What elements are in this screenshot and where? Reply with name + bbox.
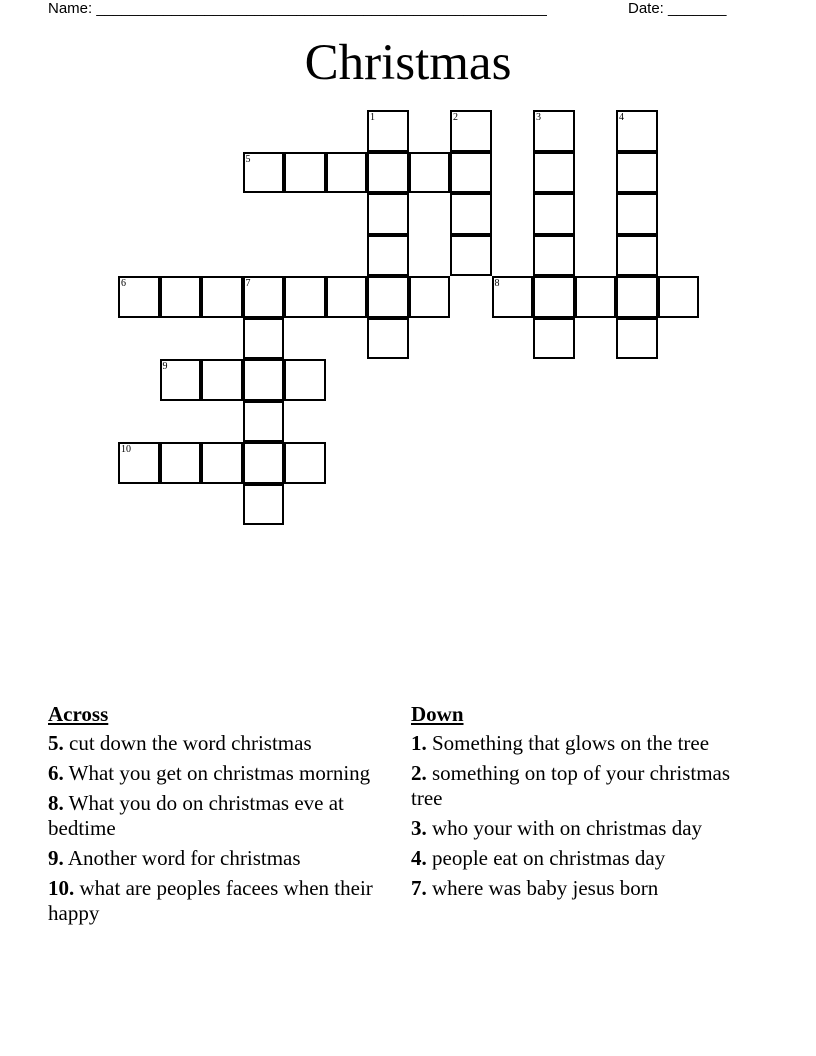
name-field-label: Name: ______________________________________________________ [48, 0, 547, 17]
date-field-label: Date: _______ [628, 0, 727, 17]
crossword-cell[interactable] [450, 152, 492, 194]
crossword-cell[interactable] [326, 152, 368, 194]
clue-text: Something that glows on the tree [426, 731, 710, 755]
crossword-cell[interactable] [492, 276, 534, 318]
clue-text: people eat on christmas day [426, 846, 666, 870]
crossword-cell[interactable] [284, 276, 326, 318]
clue-number: 9. [48, 846, 64, 870]
crossword-cell[interactable] [243, 484, 285, 526]
crossword-cell[interactable] [367, 235, 409, 277]
crossword-cell[interactable] [616, 318, 658, 360]
cell-number: 8 [494, 278, 500, 289]
crossword-cell[interactable] [118, 442, 160, 484]
clue-text: something on top of your christmas tree [411, 761, 731, 810]
crossword-cell[interactable] [616, 110, 658, 152]
crossword-cell[interactable] [201, 359, 243, 401]
across-clue [48, 791, 378, 841]
clue-text: Another word for christmas [63, 846, 301, 870]
crossword-cell[interactable] [533, 276, 575, 318]
crossword-cell[interactable] [160, 276, 202, 318]
crossword-cell[interactable] [367, 110, 409, 152]
crossword-cell[interactable] [243, 152, 285, 194]
crossword-cell[interactable] [284, 359, 326, 401]
crossword-cell[interactable] [533, 152, 575, 194]
clue-text: what are peoples facees when their happy [48, 876, 373, 925]
crossword-cell[interactable] [450, 193, 492, 235]
crossword-cell[interactable] [243, 401, 285, 443]
crossword-cell[interactable] [658, 276, 700, 318]
clue-number: 2. [411, 761, 427, 785]
crossword-cell[interactable] [284, 152, 326, 194]
clue-number: 1. [411, 731, 427, 755]
crossword-cell[interactable] [616, 193, 658, 235]
clue-number: 6. [48, 761, 64, 785]
page-title: Christmas [304, 35, 512, 91]
across-clue [48, 731, 378, 756]
down-clue [411, 761, 741, 811]
clue-text: What you do on christmas eve at bedtime [48, 791, 344, 840]
crossword-cell[interactable] [367, 318, 409, 360]
crossword-cell[interactable] [533, 235, 575, 277]
cell-number: 2 [453, 112, 458, 123]
crossword-cell[interactable] [201, 276, 243, 318]
crossword-cell[interactable] [284, 442, 326, 484]
crossword-cell[interactable] [367, 193, 409, 235]
cell-number: 6 [121, 278, 126, 289]
crossword-cell[interactable] [201, 442, 243, 484]
cell-number: 7 [245, 278, 251, 289]
cell-number: 5 [245, 153, 251, 165]
cell-number: 1 [370, 112, 375, 123]
across-clue [48, 846, 378, 871]
crossword-cell[interactable] [450, 235, 492, 277]
crossword-cell[interactable] [450, 110, 492, 152]
crossword-cell[interactable] [533, 193, 575, 235]
crossword-cell[interactable] [409, 152, 451, 194]
down-heading: Down [411, 702, 464, 726]
clue-number: 7. [411, 876, 427, 900]
clue-text: What you get on christmas morning [63, 761, 371, 785]
down-clues [411, 702, 741, 906]
crossword-cell[interactable] [243, 359, 285, 401]
cell-number: 3 [536, 112, 541, 123]
across-clues [48, 702, 378, 931]
crossword-cell[interactable] [243, 276, 285, 318]
clue-number: 5. [48, 731, 64, 755]
clue-number: 8. [48, 791, 64, 815]
down-clue [411, 846, 741, 871]
crossword-cell[interactable] [367, 276, 409, 318]
across-clue [48, 761, 378, 786]
crossword-cell[interactable] [367, 152, 409, 194]
cell-number: 9 [162, 361, 168, 372]
clue-number: 10. [48, 876, 75, 900]
clue-text: who your with on christmas day [426, 816, 703, 840]
crossword-cell[interactable] [616, 152, 658, 194]
clue-text: cut down the word christmas [63, 731, 312, 755]
down-clue [411, 876, 741, 901]
crossword-cell[interactable] [575, 276, 617, 318]
down-clue [411, 816, 741, 841]
crossword-cell[interactable] [118, 276, 160, 318]
crossword-cell[interactable] [409, 276, 451, 318]
crossword-cell[interactable] [533, 318, 575, 360]
cell-number: 10 [121, 444, 131, 455]
crossword-cell[interactable] [326, 276, 368, 318]
crossword-cell[interactable] [533, 110, 575, 152]
clue-number: 3. [411, 816, 427, 840]
cell-number: 4 [619, 112, 624, 123]
crossword-cell[interactable] [616, 235, 658, 277]
crossword-cell[interactable] [243, 318, 285, 360]
crossword-cell[interactable] [616, 276, 658, 318]
clue-text: where was baby jesus born [426, 876, 659, 900]
clue-number: 4. [411, 846, 427, 870]
crossword-cell[interactable] [243, 442, 285, 484]
crossword-cell[interactable] [160, 359, 202, 401]
across-heading: Across [48, 702, 109, 726]
down-clue [411, 731, 741, 756]
crossword-cell[interactable] [160, 442, 202, 484]
across-clue [48, 876, 378, 926]
